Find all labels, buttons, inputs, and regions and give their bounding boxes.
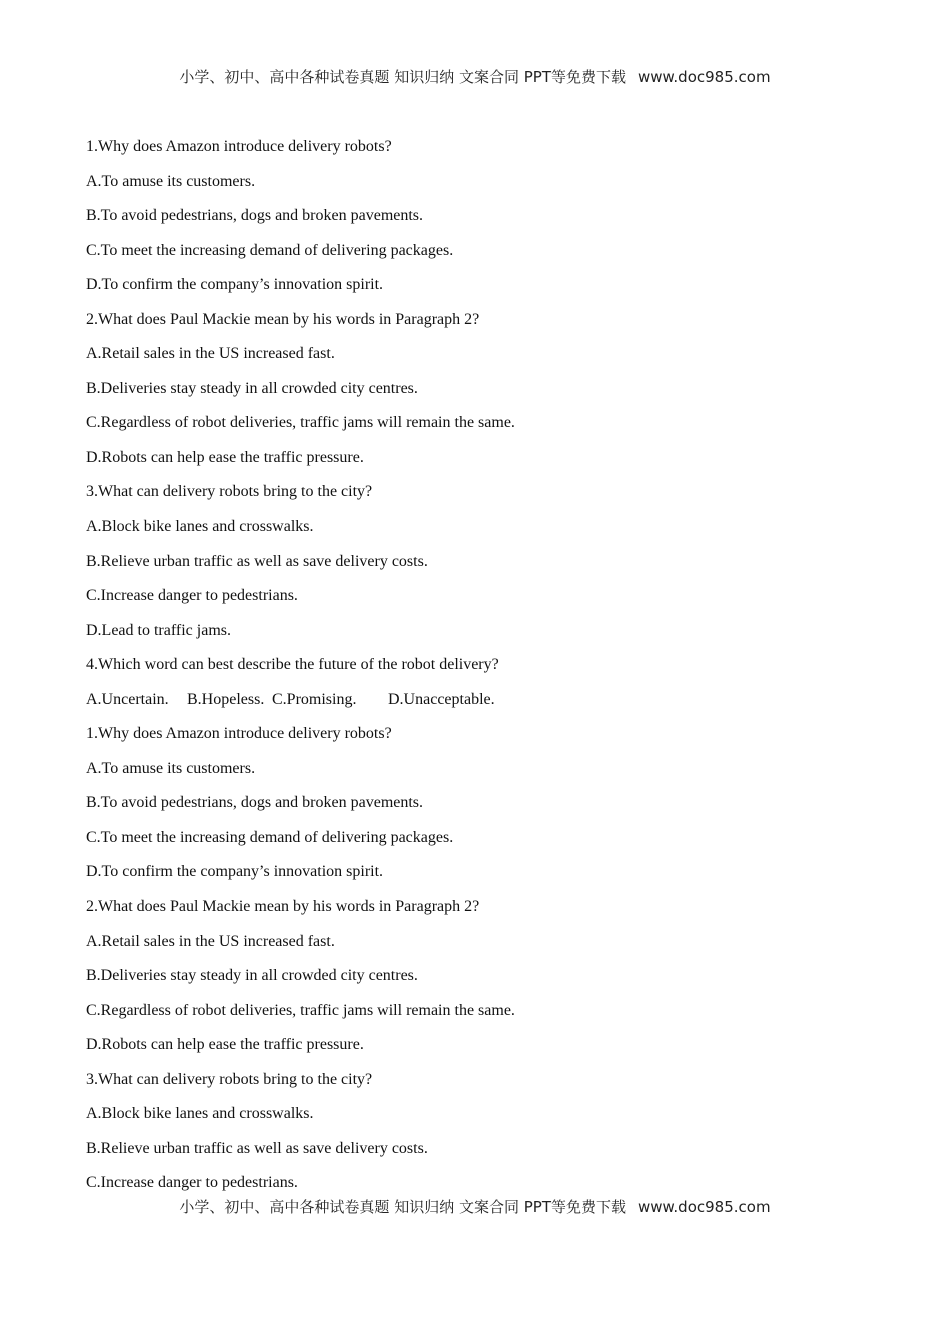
question-2-option-d: D.Robots can help ease the traffic pressure. xyxy=(86,448,364,466)
question-1-option-c: C.To meet the increasing demand of delivering packages. xyxy=(86,241,454,259)
repeat-question-2-stem: 2.What does Paul Mackie mean by his words in Paragraph 2? xyxy=(86,898,480,916)
question-3-option-a: A.Block bike lanes and crosswalks. xyxy=(86,518,314,536)
question-1-option-b: B.To avoid pedestrians, dogs and broken pavements. xyxy=(86,207,424,225)
question-3-option-d: D.Lead to traffic jams. xyxy=(86,621,231,639)
page-header xyxy=(0,66,950,87)
question-4-option-c: C.Promising. xyxy=(272,690,357,708)
footer-text: 小学、初中、高中各种试卷真题 知识归纳 文案合同 PPT等免费下载 xyxy=(179,1198,626,1216)
repeat-question-2-option-b: B.Deliveries stay steady in all crowded city centres. xyxy=(86,967,418,985)
repeat-question-3-option-a: A.Block bike lanes and crosswalks. xyxy=(86,1105,314,1123)
repeat-question-2-option-d: D.Robots can help ease the traffic pressure. xyxy=(86,1036,364,1054)
page-footer xyxy=(0,1196,950,1217)
header-site-link[interactable]: www.doc985.com xyxy=(637,68,771,86)
question-4-stem: 4.Which word can best describe the future of the robot delivery? xyxy=(86,656,499,674)
repeat-question-2-option-c: C.Regardless of robot deliveries, traffic jams will remain the same. xyxy=(86,1001,515,1019)
question-list xyxy=(86,137,886,1208)
repeat-question-1-option-a: A.To amuse its customers. xyxy=(86,759,256,777)
question-2-option-b: B.Deliveries stay steady in all crowded city centres. xyxy=(86,379,418,397)
repeat-question-1-stem: 1.Why does Amazon introduce delivery robots? xyxy=(86,725,392,743)
question-4-options xyxy=(86,690,886,710)
repeat-question-1-option-d: D.To confirm the company’s innovation spirit. xyxy=(86,863,384,881)
question-4-option-a: A.Uncertain. xyxy=(86,690,169,708)
repeat-question-2-option-a: A.Retail sales in the US increased fast. xyxy=(86,932,335,950)
question-4-option-b: B.Hopeless. xyxy=(187,690,265,708)
question-3-option-c: C.Increase danger to pedestrians. xyxy=(86,587,298,605)
repeat-question-1-option-b: B.To avoid pedestrians, dogs and broken pavements. xyxy=(86,794,424,812)
question-2-stem: 2.What does Paul Mackie mean by his words in Paragraph 2? xyxy=(86,310,480,328)
question-2-option-a: A.Retail sales in the US increased fast. xyxy=(86,345,335,363)
question-3-stem: 3.What can delivery robots bring to the city? xyxy=(86,483,373,501)
repeat-question-3-option-c: C.Increase danger to pedestrians. xyxy=(86,1174,298,1192)
question-3-option-b: B.Relieve urban traffic as well as save delivery costs. xyxy=(86,552,428,570)
repeat-question-3-option-b: B.Relieve urban traffic as well as save delivery costs. xyxy=(86,1139,428,1157)
question-1-option-a: A.To amuse its customers. xyxy=(86,172,256,190)
repeat-question-1-option-c: C.To meet the increasing demand of delivering packages. xyxy=(86,828,454,846)
question-1-stem: 1.Why does Amazon introduce delivery robots? xyxy=(86,138,392,155)
question-1-option-d: D.To confirm the company’s innovation spirit. xyxy=(86,276,384,294)
repeat-question-3-stem: 3.What can delivery robots bring to the city? xyxy=(86,1070,373,1088)
header-text: 小学、初中、高中各种试卷真题 知识归纳 文案合同 PPT等免费下载 xyxy=(179,68,626,86)
question-4-option-d: D.Unacceptable. xyxy=(388,690,495,708)
footer-site-link[interactable]: www.doc985.com xyxy=(637,1198,771,1216)
question-2-option-c: C.Regardless of robot deliveries, traffic jams will remain the same. xyxy=(86,414,515,432)
